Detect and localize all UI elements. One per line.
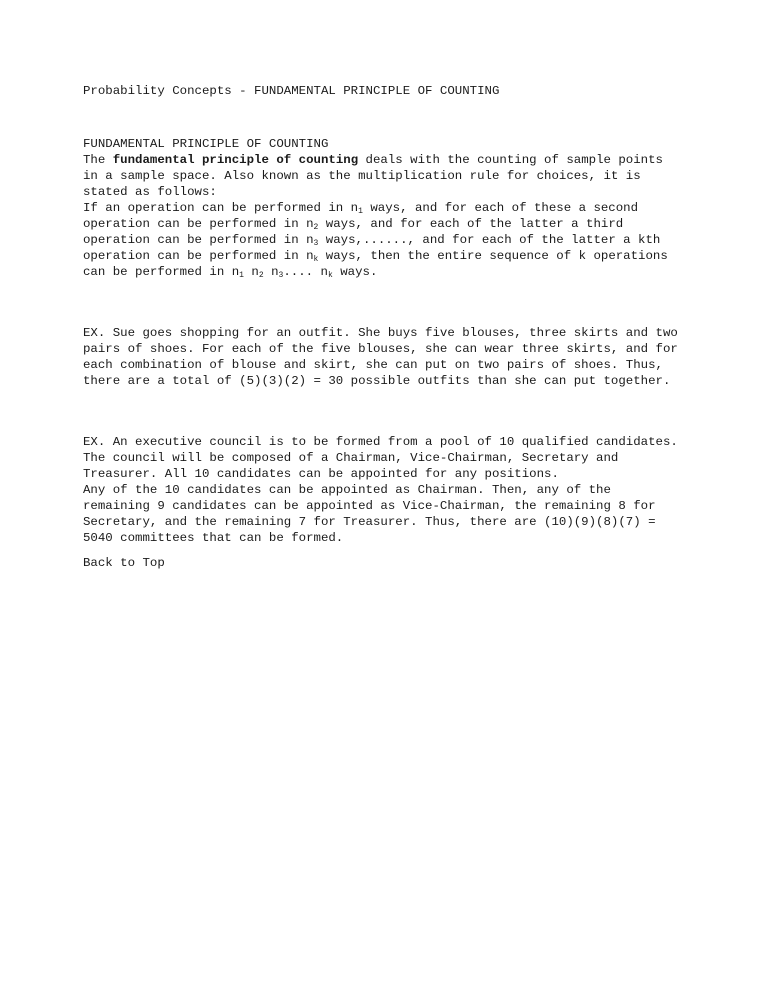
subscript: k — [327, 271, 333, 280]
example-1-line-2: pairs of shoes. For each of the five blouses, she can wear three skirts, and for — [83, 342, 678, 356]
example-1-line-3: each combination of blouse and skirt, she can put on two pairs of shoes. Thus, — [83, 358, 663, 372]
example-2-line-3: Treasurer. All 10 candidates can be appointed for any positions. — [83, 467, 559, 481]
example-2-line-2: The council will be composed of a Chairman, Vice-Chairman, Secretary and — [83, 451, 619, 465]
subscript: 3 — [313, 239, 319, 248]
example-2-line-7: 5040 committees that can be formed. — [83, 531, 344, 545]
intro-line-1 — [83, 152, 723, 168]
example-2-line-4: Any of the 10 candidates can be appointed as Chairman. Then, any of the — [83, 483, 611, 497]
page-title: Probability Concepts - FUNDAMENTAL PRINCIPLE OF COUNTING — [83, 84, 500, 98]
rule-text: operation can be performed in n — [83, 233, 314, 247]
example-1-line-1: EX. Sue goes shopping for an outfit. She buys five blouses, three skirts and two — [83, 326, 678, 340]
rule-text: ways,......, and for each of the latter a kth — [318, 233, 661, 247]
example-1-line-4: there are a total of (5)(3)(2) = 30 possible outfits than she can put together. — [83, 374, 671, 388]
content — [83, 83, 723, 571]
intro-line-2: in a sample space. Also known as the multiplication rule for choices, it is — [83, 169, 641, 183]
key-term: fundamental principle of counting — [112, 153, 359, 167]
section-heading: FUNDAMENTAL PRINCIPLE OF COUNTING — [83, 137, 329, 151]
rule-text: .... n — [283, 265, 328, 279]
rule-text: ways. — [332, 265, 378, 279]
rule-text: operation can be performed in n — [83, 249, 314, 263]
rule-text: ways, then the entire sequence of k operations — [318, 249, 668, 263]
rule-text: ways, and for each of these a second — [362, 201, 639, 215]
rule-text: n — [263, 265, 279, 279]
subscript: 2 — [258, 271, 264, 280]
spacer — [83, 546, 723, 555]
rule-text: n — [243, 265, 259, 279]
subscript: 1 — [358, 207, 363, 216]
spacer — [83, 280, 723, 325]
back-to-top-link[interactable]: Back to Top — [83, 556, 165, 570]
intro-text: deals with the counting of sample points — [358, 153, 663, 167]
example-2-line-6: Secretary, and the remaining 7 for Treasurer. Thus, there are (10)(9)(8)(7) = — [83, 515, 656, 529]
rule-line-3 — [83, 232, 723, 248]
rule-text: can be performed in n — [83, 265, 240, 279]
rule-text: If an operation can be performed in n — [83, 201, 359, 215]
spacer — [83, 389, 723, 434]
intro-text: The — [83, 153, 113, 167]
rule-text: operation can be performed in n — [83, 217, 314, 231]
spacer — [83, 99, 723, 136]
subscript: 1 — [239, 271, 244, 280]
rule-line-5 — [83, 264, 723, 280]
subscript: 2 — [313, 223, 319, 232]
subscript: 3 — [278, 271, 284, 280]
intro-line-3: stated as follows: — [83, 185, 217, 199]
rule-text: ways, and for each of the latter a third — [318, 217, 624, 231]
example-2-line-5: remaining 9 candidates can be appointed as Vice-Chairman, the remaining 8 for — [83, 499, 656, 513]
rule-line-1 — [83, 200, 723, 216]
example-2-line-1: EX. An executive council is to be formed from a pool of 10 qualified candidates. — [83, 435, 678, 449]
rule-line-2 — [83, 216, 723, 232]
subscript: k — [313, 255, 319, 264]
rule-line-4 — [83, 248, 723, 264]
